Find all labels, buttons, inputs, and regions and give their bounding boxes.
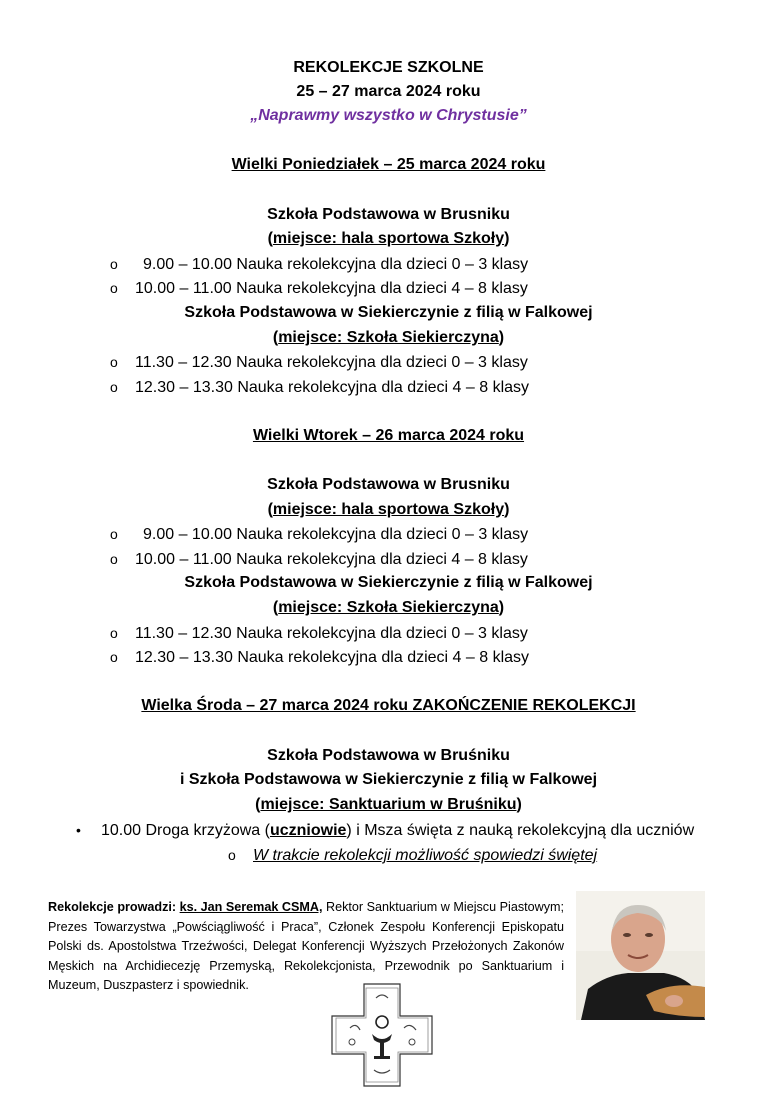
monday-heading: Wielki Poniedziałek – 25 marca 2024 roku xyxy=(231,156,546,173)
leader-intro: Rekolekcje prowadzi: ks. Jan Seremak CSMA, Rektor Sanktuarium w Miejscu Piastowym; Prezes Towarzystwa „Powściągliwość i Praca”, Członek Zespołu Konferencji Episkopatu Polski ds. Apostolstwa Trzeźwości, Delegat Konferencji Wyższych Przełożonych Zakonów Męskich na Archidiecezję Przemyską, Rekolekcjonista, Przewodnik po Sanktuarium i Muzeum, Duszpasterz i spowiednik. xyxy=(48,900,564,992)
wednesday-heading: Wielka Środa – 27 marca 2024 roku ZAKOŃCZENIE REKOLEKCJI xyxy=(141,697,636,714)
tuesday-heading: Wielki Wtorek – 26 marca 2024 roku xyxy=(252,427,525,444)
tuesday-item-3: o 11.30 – 12.30 Nauka rekolekcyjna dla dzieci 0 – 3 klasy xyxy=(110,625,528,642)
monday-item-3: o 11.30 – 12.30 Nauka rekolekcyjna dla dzieci 0 – 3 klasy xyxy=(110,354,528,371)
tuesday-item-4: o 12.30 – 13.30 Nauka rekolekcyjna dla dzieci 4 – 8 klasy xyxy=(110,649,530,666)
monday-school1: Szkoła Podstawowa w Brusniku xyxy=(267,206,510,223)
monday-school2: Szkoła Podstawowa w Siekierczynie z filią w Falkowej xyxy=(184,304,593,321)
wednesday-school1: Szkoła Podstawowa w Bruśniku xyxy=(267,747,510,764)
monday-item-1: o 9.00 – 10.00 Nauka rekolekcyjna dla dzieci 0 – 3 klasy xyxy=(110,256,529,273)
monday-item-4: o 12.30 – 13.30 Nauka rekolekcyjna dla dzieci 4 – 8 klasy xyxy=(110,379,530,396)
wednesday-place: (miejsce: Sanktuarium w Bruśniku) xyxy=(255,796,522,813)
wednesday-school2: i Szkoła Podstawowa w Siekierczynie z filią w Falkowej xyxy=(179,771,598,788)
doc-motto: „Naprawmy wszystko w Chrystusie” xyxy=(250,107,527,124)
wednesday-mass: • 10.00 Droga krzyżowa (uczniowie) i Msza święta z nauką rekolekcyjną dla uczniów xyxy=(76,822,695,839)
portrait-image xyxy=(576,891,705,1020)
doc-title: REKOLEKCJE SZKOLNE xyxy=(293,59,484,76)
tuesday-item-1: o 9.00 – 10.00 Nauka rekolekcyjna dla dzieci 0 – 3 klasy xyxy=(110,526,529,543)
monday-item-2: o 10.00 – 11.00 Nauka rekolekcyjna dla dzieci 4 – 8 klasy xyxy=(110,280,528,297)
monday-place2: (miejsce: Szkoła Siekierczyna) xyxy=(272,329,505,346)
tuesday-place2: (miejsce: Szkoła Siekierczyna) xyxy=(272,599,505,616)
doc-dates: 25 – 27 marca 2024 roku xyxy=(296,83,481,100)
tuesday-school2: Szkoła Podstawowa w Siekierczynie z filią w Falkowej xyxy=(184,574,593,591)
tuesday-place1: (miejsce: hala sportowa Szkoły) xyxy=(267,501,510,518)
wednesday-confession: o W trakcie rekolekcji możliwość spowiedzi świętej xyxy=(228,847,598,864)
retreat-logo xyxy=(330,982,434,1088)
leader-photo xyxy=(576,891,705,1020)
monday-place1: (miejsce: hala sportowa Szkoły) xyxy=(267,230,510,247)
tuesday-school1: Szkoła Podstawowa w Brusniku xyxy=(267,476,510,493)
tuesday-item-2: o 10.00 – 11.00 Nauka rekolekcyjna dla dzieci 4 – 8 klasy xyxy=(110,551,528,568)
cross-chalice-logo xyxy=(330,982,434,1088)
